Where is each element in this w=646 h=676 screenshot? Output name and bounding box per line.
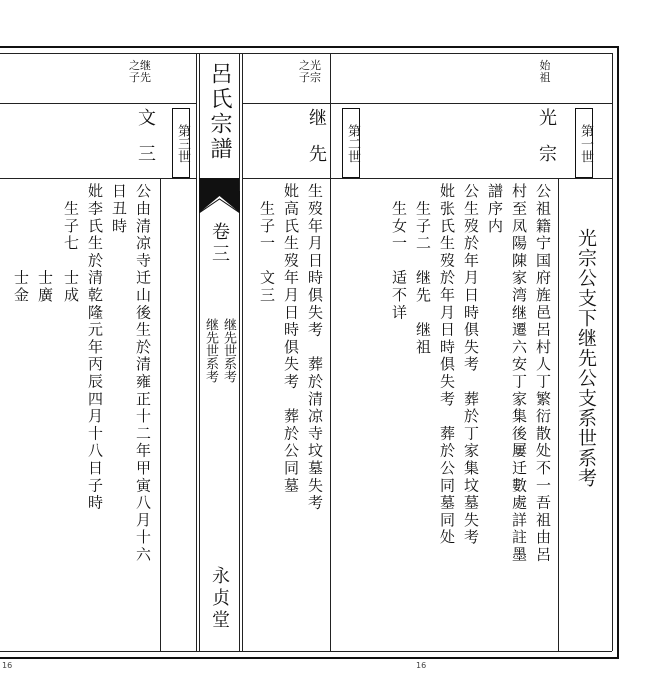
bottom-border [0,657,618,659]
gen3-annotation [120,60,160,84]
gen1-annotation-line-1: 始 [539,59,551,72]
gen1-bio-line-5: 妣张氏生歿於年月日時俱失考 葬於公同墓同处 [438,183,456,547]
gen2-annotation-line-2: 子宗 [299,71,321,84]
gen3-biography [0,183,158,643]
spine-hall: 永贞堂 [209,566,230,632]
gen3-annotation-line-1: 之继 [129,59,151,72]
spine-right-inner-rule [239,53,240,651]
gen3-bio-line-6: 士金 [12,183,30,305]
gen1-bio-line-2: 村至凤陽陳家湾继遷六安丁家集後屢迁數處詳註墨 [510,183,528,564]
right-border [617,46,619,659]
gen1-annotation-line-2: 祖 [539,71,551,84]
spine-left-inner-rule [199,53,200,651]
right-name-rule [242,178,612,179]
gen2-gen1-divider [330,53,331,651]
left-name-rule [0,178,196,179]
spine-volume: 卷三 [209,222,230,266]
fishtail-block [199,178,239,192]
gen2-annotation-line-1: 之光 [299,59,321,72]
right-header-rule [242,103,612,104]
left-header-rule [0,103,196,104]
spine-right-rule [242,53,243,651]
spine-section-b: 继先世系考 [203,318,218,383]
gen3-annotation-line-2: 子先 [129,71,151,84]
gen1-bio-line-7: 生女一 适不详 [390,183,408,322]
gen3-bio-line-2: 日丑時 [110,183,128,235]
gen1-bio-line-4: 公生歿於年月日時俱失考 葬於丁家集坟墓失考 [462,183,480,547]
gen3-bio-line-1: 公由清凉寺迁山後生於清雍正十二年甲寅八月十六 [134,183,152,564]
gen2-annotation [290,60,330,84]
gen3-bio-line-3: 妣李氏生於清乾隆元年丙辰四月十八日子時 [86,183,104,512]
gen2-bio-line-2: 妣高氏生歿年月日時俱失考 葬於公同墓 [282,183,300,495]
gen2-name: 继 先 [306,108,327,162]
top-border [0,46,618,48]
heading-divider [558,178,559,651]
fishtail-icon [199,191,240,213]
inner-top-rule [0,53,612,54]
gen1-bio-line-3: 譜序内 [486,183,504,235]
gen2-generation-box: 第二世 [342,108,360,178]
gen3-name: 文 三 [135,108,156,162]
section-heading: 光宗公支下继先公支系世系考 [575,228,597,488]
gen1-bio-line-6: 生子二 继先 继祖 [414,183,432,356]
gen2-biography [244,183,328,643]
gen1-biography [332,183,556,643]
gen2-bio-line-3: 生子一 文三 [258,183,276,305]
spine-section-a: 继先世系考 [221,318,236,383]
spine-left-rule [196,53,197,651]
spine-title: 呂氏宗譜 [207,62,232,162]
inner-right-rule [612,53,613,651]
gen3-bio-line-5: 士廣 [36,183,54,305]
gen1-bio-line-1: 公祖籍宁国府旌邑呂村人丁繁衍散处不一吾祖由呂 [534,183,552,564]
page-number-left: 16 [2,661,13,670]
gen3-generation-box: 第三世 [172,108,190,178]
inner-bottom-rule [0,651,612,652]
gen1-annotation [530,60,560,84]
page-number-right: 16 [416,661,427,670]
gen2-bio-line-1: 生歿年月日時俱失考 葬於清凉寺坟墓失考 [306,183,324,512]
gen1-name: 光 宗 [536,108,557,162]
gen1-generation-box: 第一世 [575,108,593,178]
gen3-bio-line-4: 生子七 士成 [62,183,80,305]
gen3-divider [160,178,161,651]
